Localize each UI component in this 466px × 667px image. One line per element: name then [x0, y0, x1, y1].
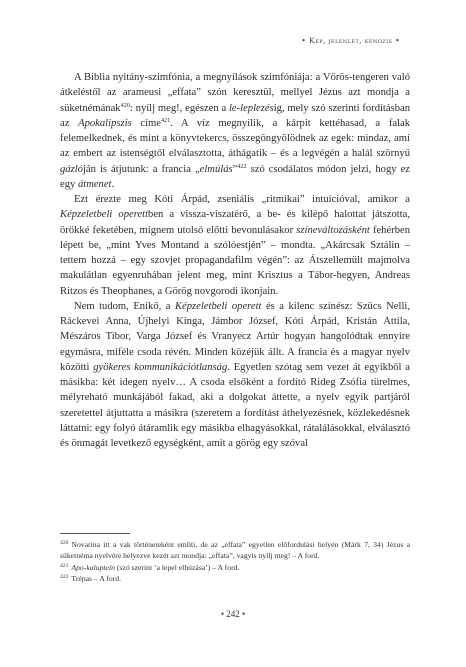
italic-text: elmúlás [199, 163, 233, 175]
text-run: . [111, 178, 115, 190]
footnote-number: 420 [60, 540, 69, 546]
footnote-ref: 421 [160, 116, 171, 124]
text-run: A Biblia nyitány-szimfónia, a megnyílások szimfóniája: a Vörös-tengeren való átkeléstől az arameusi „effata” szón keresztül, mellyel Jézus azt mondja a süketnémának [60, 72, 410, 114]
text-run: ” [232, 163, 238, 175]
text-run: szó csodálatos módon jelzi, hogy ez egy [60, 163, 410, 190]
italic-text: Képzeletbeli operett [174, 300, 262, 312]
paragraph [60, 192, 410, 299]
main-text [60, 70, 410, 451]
paragraph [60, 299, 410, 452]
text-run: fehérben lépett be, „mint Yves Montand a szólóestjén” – mondta. „Akárcsak Sztálin – tettem hozzá – egy szovjet propagandafilm végén”: az Átszellemült majmolva makulátlan egyenruhában jelent meg, mint Krisztus a Tábor-hegyen, Andreas Ritzos és Theophanes, a Görög novgorodi ikonjain. [60, 224, 411, 297]
footnote-separator [60, 533, 130, 534]
footnote [60, 539, 410, 562]
italic-text: gázló [60, 163, 83, 175]
italic-text: Apokalipszis [78, 117, 132, 129]
text-run: (szó szerint ’a lepel elhúzása’) – A ford. [114, 562, 240, 572]
footnote-ref: 422 [237, 162, 247, 170]
text-run: és a kilenc színész: Szűcs Nelli, Ráckevei Anna, Újhelyi Kinga, Jámbor József, Kóti Árpád, Kristán Attila, Mészáros Tibor, Varga József és Vranyecz Artúr hogyan hangolódtak ennyire egymásra, miféle csoda révén. Minden közéjük állt. A francia és a magyar nyelv közötti [60, 300, 410, 373]
italic-text: gyökeres kommunikációtlanság [93, 361, 228, 373]
running-head: • Kép, jelenlét, kenózis • [301, 36, 400, 45]
italic-text: átmenet [77, 178, 112, 190]
footnotes [60, 539, 410, 584]
text-run: Trépas – A ford. [71, 573, 122, 583]
footnote-number: 421 [60, 562, 69, 569]
text-run: Nem tudom, Enikő, a [74, 300, 175, 312]
paragraph [60, 70, 410, 192]
footnote-ref: 420 [120, 101, 130, 109]
text-run: . A víz megnyílik, a kárpit kettéhasad, a falak felemelkednek, és mint a könyvtekercs, összegöngyölödnek az egek: mindaz, ami az embert az istenségtől elválasztotta, áthágatik – és a legvégén a halál szörnyű [60, 117, 410, 160]
italic-text: színeváltozásként [296, 224, 370, 236]
page-number: • 242 • [220, 609, 246, 619]
footnote [60, 562, 410, 573]
text-run: . Egyetlen szótag sem vezet át egyikből a másikba: két idegen nyelv… A csoda elsőként a fordító Rideg Zsófia türelmes, mélyreható munkájából fakad, aki a dolgokat áttette, a nyelv egyik partjáról szeretettel átjuttatta a másikra (szeretem a fordítást áthelyezésnek, közlekedésnek láttatni: egy folyó átáramlik egy másikba elhagyásokkal, rátalálásokkal, elválasztó és önmagát levetkező egységként, amit a görög egy szóval [60, 361, 410, 449]
text-run: ig, mely szó szerinti fordításban az [60, 102, 410, 129]
text-run: címe [131, 117, 161, 129]
italic-text: Képzeletbeli operett [60, 209, 149, 221]
text-run: Ezt érezte meg Kóti Árpád, zseniális „ritmikai” intuícióval, amikor a [74, 194, 410, 205]
italic-text: Apo-kalupteín [71, 562, 115, 572]
text-run: : nyílj meg!, egészen a [129, 102, 229, 114]
text-run: ben a vissza-viszatérő, a be- és kilépő halottat játszotta, örökké feketében, mígnem utolsó előtti bevonulásakor [60, 209, 410, 236]
italic-text: le-leplezés [228, 102, 274, 114]
footnote-number: 422 [60, 573, 69, 580]
footnote [60, 573, 410, 584]
text-run: Novarina itt a vak történeteként említi, de az „effata” egyetlen előfordulási helyén (Márk 7, 34) Jézus a süketnéma nyelvére helyezve kezét azt mondja: „effata”, vagyis nyílj meg! – A ford. [60, 540, 410, 561]
text-run: ján is átjutunk: a francia „ [82, 163, 200, 175]
